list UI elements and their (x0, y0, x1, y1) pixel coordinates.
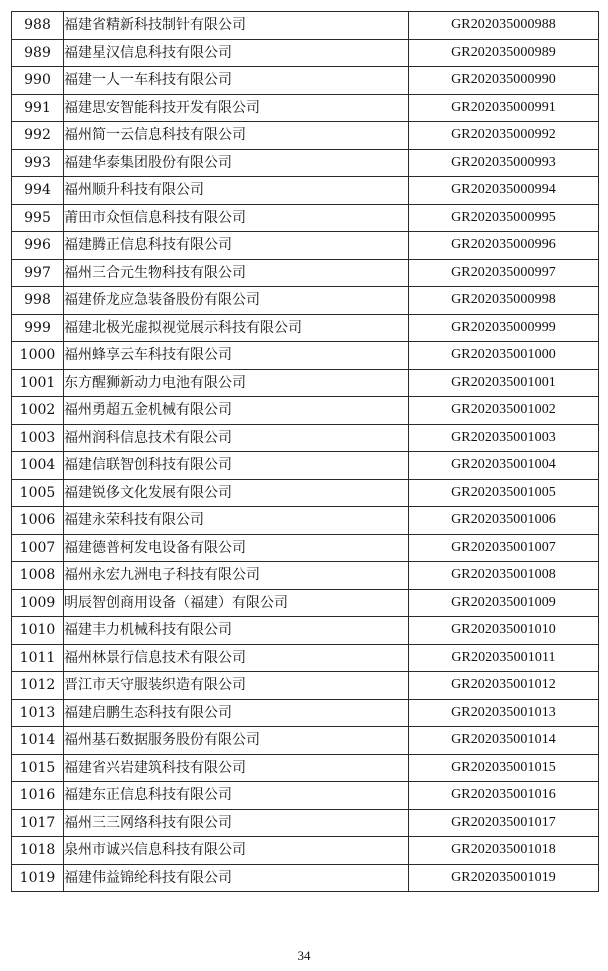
row-number-cell: 1014 (12, 727, 64, 755)
table-row (12, 534, 599, 562)
certificate-number-cell: GR202035001006 (409, 507, 599, 535)
table-row (12, 149, 599, 177)
certificate-number-cell: GR202035001005 (409, 479, 599, 507)
table-row (12, 617, 599, 645)
row-number-cell: 992 (12, 122, 64, 150)
row-number-cell: 996 (12, 232, 64, 260)
certificate-number-cell: GR202035001010 (409, 617, 599, 645)
company-name-cell: 福建省精新科技制针有限公司 (64, 12, 409, 40)
row-number-cell: 1010 (12, 617, 64, 645)
table-row (12, 754, 599, 782)
row-number-cell: 1017 (12, 809, 64, 837)
row-number-cell: 1007 (12, 534, 64, 562)
table-row (12, 259, 599, 287)
certificate-number-cell: GR202035000991 (409, 94, 599, 122)
table-row (12, 397, 599, 425)
row-number-cell: 1004 (12, 452, 64, 480)
row-number-cell: 1011 (12, 644, 64, 672)
company-name-cell: 晋江市天守服装织造有限公司 (64, 672, 409, 700)
company-name-cell: 福建北极光虚拟视觉展示科技有限公司 (64, 314, 409, 342)
table-row (12, 94, 599, 122)
row-number-cell: 994 (12, 177, 64, 205)
company-table (11, 11, 599, 892)
table-row (12, 507, 599, 535)
certificate-number-cell: GR202035001012 (409, 672, 599, 700)
certificate-number-cell: GR202035001000 (409, 342, 599, 370)
row-number-cell: 1012 (12, 672, 64, 700)
table-row (12, 672, 599, 700)
company-name-cell: 莆田市众恒信息科技有限公司 (64, 204, 409, 232)
table-row (12, 727, 599, 755)
company-name-cell: 福建腾正信息科技有限公司 (64, 232, 409, 260)
certificate-number-cell: GR202035001016 (409, 782, 599, 810)
certificate-number-cell: GR202035000992 (409, 122, 599, 150)
table-row (12, 837, 599, 865)
company-name-cell: 福州简一云信息科技有限公司 (64, 122, 409, 150)
company-list-sheet (11, 11, 599, 892)
company-name-cell: 福建省兴岩建筑科技有限公司 (64, 754, 409, 782)
row-number-cell: 1019 (12, 864, 64, 892)
certificate-number-cell: GR202035001008 (409, 562, 599, 590)
table-row (12, 809, 599, 837)
company-name-cell: 福建永荣科技有限公司 (64, 507, 409, 535)
certificate-number-cell: GR202035001009 (409, 589, 599, 617)
certificate-number-cell: GR202035001019 (409, 864, 599, 892)
certificate-number-cell: GR202035001015 (409, 754, 599, 782)
company-name-cell: 福州林景行信息技术有限公司 (64, 644, 409, 672)
row-number-cell: 1016 (12, 782, 64, 810)
company-name-cell: 福建德普柯发电设备有限公司 (64, 534, 409, 562)
certificate-number-cell: GR202035000996 (409, 232, 599, 260)
certificate-number-cell: GR202035000998 (409, 287, 599, 315)
table-row (12, 782, 599, 810)
row-number-cell: 989 (12, 39, 64, 67)
company-name-cell: 福州三三网络科技有限公司 (64, 809, 409, 837)
company-name-cell: 福建启鹏生态科技有限公司 (64, 699, 409, 727)
table-row (12, 122, 599, 150)
company-name-cell: 福建伟益锦纶科技有限公司 (64, 864, 409, 892)
certificate-number-cell: GR202035000993 (409, 149, 599, 177)
table-row (12, 864, 599, 892)
certificate-number-cell: GR202035001013 (409, 699, 599, 727)
certificate-number-cell: GR202035000990 (409, 67, 599, 95)
row-number-cell: 991 (12, 94, 64, 122)
company-name-cell: 福州蜂享云车科技有限公司 (64, 342, 409, 370)
table-row (12, 177, 599, 205)
table-row (12, 369, 599, 397)
company-name-cell: 东方醒狮新动力电池有限公司 (64, 369, 409, 397)
table-row (12, 39, 599, 67)
table-row (12, 479, 599, 507)
company-name-cell: 福建侨龙应急装备股份有限公司 (64, 287, 409, 315)
company-name-cell: 福州勇超五金机械有限公司 (64, 397, 409, 425)
certificate-number-cell: GR202035001004 (409, 452, 599, 480)
row-number-cell: 1018 (12, 837, 64, 865)
row-number-cell: 988 (12, 12, 64, 40)
certificate-number-cell: GR202035000999 (409, 314, 599, 342)
table-row (12, 589, 599, 617)
table-row (12, 204, 599, 232)
certificate-number-cell: GR202035000997 (409, 259, 599, 287)
row-number-cell: 990 (12, 67, 64, 95)
row-number-cell: 1005 (12, 479, 64, 507)
table-row (12, 424, 599, 452)
certificate-number-cell: GR202035001001 (409, 369, 599, 397)
table-row (12, 452, 599, 480)
certificate-number-cell: GR202035000994 (409, 177, 599, 205)
company-name-cell: 福建东正信息科技有限公司 (64, 782, 409, 810)
company-name-cell: 福建星汉信息科技有限公司 (64, 39, 409, 67)
row-number-cell: 997 (12, 259, 64, 287)
company-name-cell: 泉州市诚兴信息科技有限公司 (64, 837, 409, 865)
row-number-cell: 1013 (12, 699, 64, 727)
table-row (12, 562, 599, 590)
certificate-number-cell: GR202035001011 (409, 644, 599, 672)
company-name-cell: 福建丰力机械科技有限公司 (64, 617, 409, 645)
certificate-number-cell: GR202035001017 (409, 809, 599, 837)
company-name-cell: 福建一人一车科技有限公司 (64, 67, 409, 95)
table-row (12, 67, 599, 95)
company-name-cell: 福州三合元生物科技有限公司 (64, 259, 409, 287)
table-row (12, 232, 599, 260)
company-name-cell: 福州基石数据服务股份有限公司 (64, 727, 409, 755)
company-name-cell: 福州永宏九洲电子科技有限公司 (64, 562, 409, 590)
certificate-number-cell: GR202035001018 (409, 837, 599, 865)
company-name-cell: 福建华泰集团股份有限公司 (64, 149, 409, 177)
page-number: 34 (297, 948, 311, 963)
table-row (12, 699, 599, 727)
company-name-cell: 福建锐侈文化发展有限公司 (64, 479, 409, 507)
certificate-number-cell: GR202035001002 (409, 397, 599, 425)
row-number-cell: 1001 (12, 369, 64, 397)
row-number-cell: 1003 (12, 424, 64, 452)
row-number-cell: 999 (12, 314, 64, 342)
certificate-number-cell: GR202035000988 (409, 12, 599, 40)
company-name-cell: 福建信联智创科技有限公司 (64, 452, 409, 480)
certificate-number-cell: GR202035001003 (409, 424, 599, 452)
row-number-cell: 1009 (12, 589, 64, 617)
row-number-cell: 1002 (12, 397, 64, 425)
table-row (12, 12, 599, 40)
company-name-cell: 福州润科信息技术有限公司 (64, 424, 409, 452)
table-row (12, 342, 599, 370)
row-number-cell: 1015 (12, 754, 64, 782)
company-name-cell: 福州顺升科技有限公司 (64, 177, 409, 205)
row-number-cell: 1008 (12, 562, 64, 590)
certificate-number-cell: GR202035001014 (409, 727, 599, 755)
row-number-cell: 995 (12, 204, 64, 232)
row-number-cell: 998 (12, 287, 64, 315)
row-number-cell: 1000 (12, 342, 64, 370)
table-row (12, 314, 599, 342)
row-number-cell: 1006 (12, 507, 64, 535)
company-name-cell: 福建思安智能科技开发有限公司 (64, 94, 409, 122)
certificate-number-cell: GR202035000995 (409, 204, 599, 232)
company-table-body (12, 12, 599, 892)
certificate-number-cell: GR202035000989 (409, 39, 599, 67)
company-name-cell: 明辰智创商用设备（福建）有限公司 (64, 589, 409, 617)
certificate-number-cell: GR202035001007 (409, 534, 599, 562)
table-row (12, 287, 599, 315)
row-number-cell: 993 (12, 149, 64, 177)
table-row (12, 644, 599, 672)
